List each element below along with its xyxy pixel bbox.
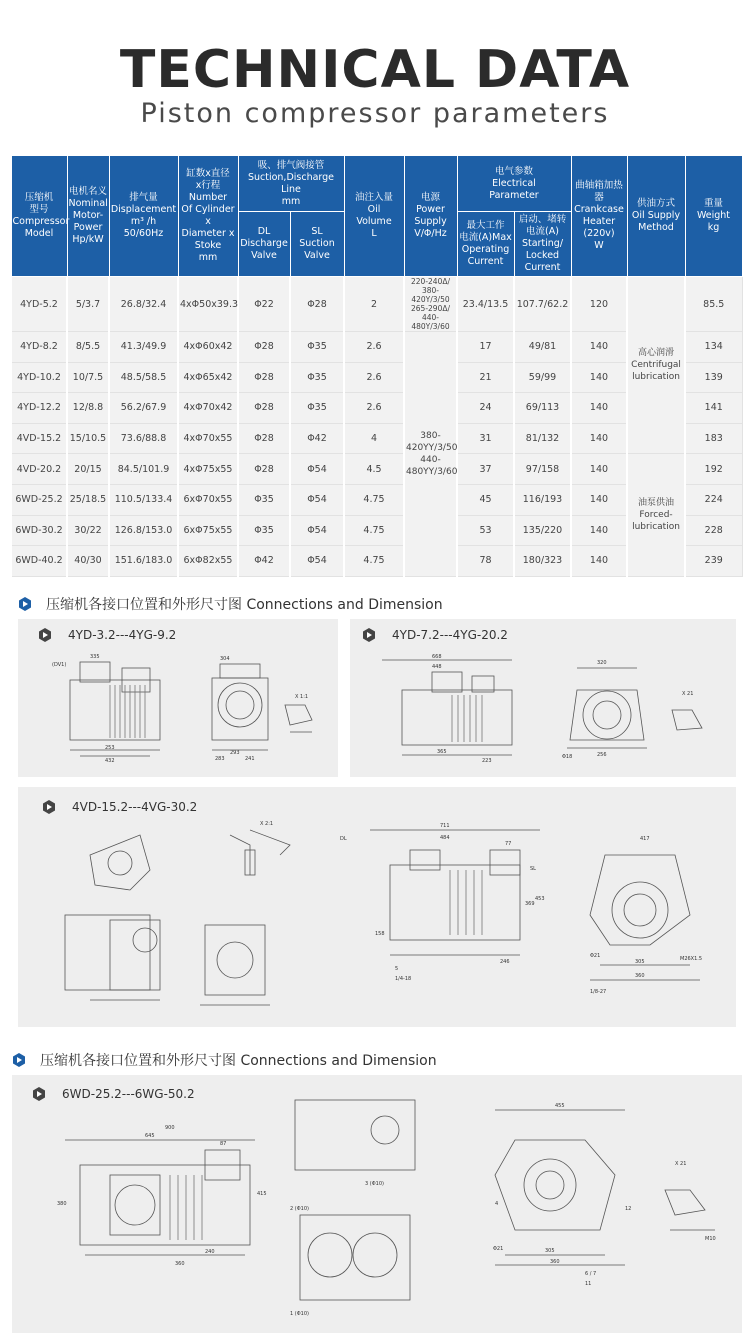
cell-oil: 2.6 [344, 393, 404, 424]
cell-dl: Φ28 [238, 362, 290, 393]
drawing-4vd [50, 815, 730, 1020]
dim-p4-17: 11 [585, 1281, 592, 1287]
cell-model: 4VD-20.2 [11, 454, 67, 485]
cell-displacement: 26.8/32.4 [109, 277, 178, 332]
cell-max-current: 23.4/13.5 [457, 277, 514, 332]
cell-dl: Φ42 [238, 546, 290, 577]
dim-p2-2: 365 [437, 749, 447, 755]
cell-power: 10/7.5 [67, 362, 109, 393]
cell-oil: 2.6 [344, 332, 404, 363]
cell-locked-current: 69/113 [514, 393, 571, 424]
dim-p4-14: 2 (Φ10) [290, 1206, 309, 1212]
cell-cylinder: 6xΦ70x55 [178, 484, 238, 515]
header-dl: DL Discharge Valve [238, 212, 290, 277]
panel-label-1 [38, 628, 176, 642]
dim-p3-0: X 2:1 [260, 821, 274, 827]
header-max-current: 最大工作 电流(A)Max Operating Current [457, 212, 514, 277]
cell-model: 4YD-12.2 [11, 393, 67, 424]
dim-p4-13: 1 (Φ10) [290, 1311, 309, 1317]
cell-oil: 4.75 [344, 546, 404, 577]
table-row [11, 277, 742, 332]
cell-cylinder: 6xΦ75x55 [178, 515, 238, 546]
dim-p3-17: 1/8-27 [590, 989, 607, 995]
dim-p2-1: 448 [432, 664, 442, 670]
cell-oil: 4.5 [344, 454, 404, 485]
cell-locked-current: 81/132 [514, 423, 571, 454]
cell-max-current: 31 [457, 423, 514, 454]
cell-heater: 140 [571, 484, 627, 515]
cell-max-current: 17 [457, 332, 514, 363]
cell-model: 6WD-25.2 [11, 484, 67, 515]
cell-locked-current: 49/81 [514, 332, 571, 363]
cell-displacement: 41.3/49.9 [109, 332, 178, 363]
dim-p1-7: 241 [245, 756, 255, 762]
dim-p1-2: (DV1) [52, 662, 67, 668]
cell-oil: 2 [344, 277, 404, 332]
cell-sl: Φ35 [290, 393, 344, 424]
cell-max-current: 37 [457, 454, 514, 485]
header-sl: SL Suction Valve [290, 212, 344, 277]
dim-p3-8: 369 [525, 901, 535, 907]
dim-p1-1: 335 [90, 654, 100, 660]
cell-power: 20/15 [67, 454, 109, 485]
dim-p3-15: 417 [640, 836, 650, 842]
cell-heater: 140 [571, 332, 627, 363]
panel-label-2 [362, 628, 508, 642]
cell-model: 4YD-8.2 [11, 332, 67, 363]
dim-p1-5: 293 [230, 750, 240, 756]
dim-p1-3: 253 [105, 745, 115, 751]
page-subtitle: Piston compressor parameters [140, 98, 610, 129]
header-heater: 曲轴箱加热器 Crankcase Heater (220v) W [571, 156, 627, 277]
cell-locked-current: 116/193 [514, 484, 571, 515]
spec-table [10, 155, 743, 577]
panel-label-1-text: 4YD-3.2---4YG-9.2 [68, 628, 177, 642]
dim-p2-4: 320 [597, 660, 607, 666]
cell-dl: Φ28 [238, 332, 290, 363]
panel-label-3-text: 4VD-15.2---4VG-30.2 [72, 800, 198, 814]
dim-p3-3: 77 [505, 841, 512, 847]
panel-label-4-text: 6WD-25.2---6WG-50.2 [62, 1087, 195, 1101]
cell-locked-current: 107.7/62.2 [514, 277, 571, 332]
dim-p3-9: 453 [535, 896, 545, 902]
cell-locked-current: 180/323 [514, 546, 571, 577]
cell-power: 40/30 [67, 546, 109, 577]
cell-model: 6WD-40.2 [11, 546, 67, 577]
dim-p3-7: 246 [500, 959, 510, 965]
cell-max-current: 78 [457, 546, 514, 577]
panel-label-2-text: 4YD-7.2---4YG-20.2 [392, 628, 508, 642]
cell-displacement: 126.8/153.0 [109, 515, 178, 546]
section-title-1: 压缩机各接口位置和外形尺寸图 Connections and Dimension [46, 597, 443, 613]
cell-locked-current: 135/220 [514, 515, 571, 546]
dim-p4-10: Φ21 [493, 1246, 504, 1252]
dim-p1-0: 304 [220, 656, 230, 662]
cell-power: 15/10.5 [67, 423, 109, 454]
cell-supply: 220-240Δ/ 380-420Y/3/50 265-290Δ/ 440-480Y/3/60 [404, 277, 457, 332]
cell-power: 12/8.8 [67, 393, 109, 424]
play-icon [18, 597, 32, 611]
dim-p3-14: Φ21 [590, 953, 601, 959]
cell-dl: Φ28 [238, 393, 290, 424]
cell-power: 5/3.7 [67, 277, 109, 332]
cell-model: 4YD-10.2 [11, 362, 67, 393]
cell-heater: 140 [571, 423, 627, 454]
dim-p4-7: 455 [555, 1103, 565, 1109]
header-electrical-group: 电气参数 Electrical Parameter [457, 156, 571, 212]
drawing-4yd-large [372, 650, 727, 765]
cell-weight: 239 [685, 546, 742, 577]
dim-p4-19: 12 [625, 1206, 632, 1212]
dim-p3-5: SL [530, 866, 536, 872]
cell-cylinder: 4xΦ65x42 [178, 362, 238, 393]
dim-p2-0: 668 [432, 654, 442, 660]
dim-p3-6: 158 [375, 931, 385, 937]
cell-sl: Φ54 [290, 546, 344, 577]
header-oil-supply: 供油方式 Oil Supply Method [627, 156, 685, 277]
cell-weight: 134 [685, 332, 742, 363]
header-model: 压缩机 型号 Compressor Model [11, 156, 67, 277]
cell-displacement: 48.5/58.5 [109, 362, 178, 393]
header-power: 电机名义 Nominal Motor- Power Hp/kW [67, 156, 109, 277]
cell-locked-current: 59/99 [514, 362, 571, 393]
dim-p4-0: 645 [145, 1133, 155, 1139]
dim-p3-16: M26X1.5 [680, 956, 703, 962]
play-icon [38, 628, 52, 642]
cell-power: 30/22 [67, 515, 109, 546]
play-icon [12, 1053, 26, 1067]
cell-heater: 120 [571, 277, 627, 332]
header-oil: 油注入量 Oil Volume L [344, 156, 404, 277]
cell-heater: 140 [571, 393, 627, 424]
cell-dl: Φ22 [238, 277, 290, 332]
header-cylinder: 缸数x直径 x行程 Number Of Cylinder x Diameter x Stoke mm [178, 156, 238, 277]
play-icon [42, 800, 56, 814]
cell-power: 8/5.5 [67, 332, 109, 363]
cell-oil: 4 [344, 423, 404, 454]
dim-p1-8: X 1:1 [295, 694, 309, 700]
cell-weight: 183 [685, 423, 742, 454]
dim-p4-16: 6 / 7 [585, 1271, 597, 1277]
cell-heater: 140 [571, 454, 627, 485]
dim-p4-15: 3 (Φ10) [365, 1181, 384, 1187]
cell-power: 25/18.5 [67, 484, 109, 515]
dim-p4-3: 380 [57, 1201, 67, 1207]
cell-displacement: 73.6/88.8 [109, 423, 178, 454]
dim-p4-9: 360 [550, 1259, 560, 1265]
cell-cylinder: 6xΦ82x55 [178, 546, 238, 577]
section-title-2: 压缩机各接口位置和外形尺寸图 Connections and Dimension [40, 1053, 437, 1069]
cell-oil-method: 油泵供油 Forced- lubrication [627, 454, 685, 576]
dim-p2-7: X 21 [682, 691, 694, 697]
header-weight: 重量 Weight kg [685, 156, 742, 277]
cell-supply: 380- 420YY/3/50 440- 480YY/3/60 [404, 332, 457, 577]
cell-sl: Φ35 [290, 362, 344, 393]
table-row [11, 454, 742, 485]
cell-weight: 139 [685, 362, 742, 393]
dim-p4-12: M10 [705, 1236, 716, 1242]
dim-p3-10: 5 [395, 966, 399, 972]
panel-label-3 [42, 800, 197, 814]
dim-p4-1: 900 [165, 1125, 175, 1131]
dim-p3-4: DL [340, 836, 347, 842]
section-heading-2 [12, 1050, 437, 1070]
cell-oil: 4.75 [344, 484, 404, 515]
cell-max-current: 21 [457, 362, 514, 393]
page-title: TECHNICAL DATA [119, 40, 631, 100]
header-locked-current: 启动、堵转 电流(A) Starting/ Locked Current [514, 212, 571, 277]
dim-p4-2: 87 [220, 1141, 227, 1147]
dim-p3-11: 1/4-18 [395, 976, 412, 982]
header-supply: 电源 Power Supply V/Φ/Hz [404, 156, 457, 277]
dim-p3-2: 484 [440, 835, 450, 841]
cell-sl: Φ28 [290, 277, 344, 332]
dim-p3-13: 360 [635, 973, 645, 979]
cell-cylinder: 4xΦ70x42 [178, 393, 238, 424]
dim-p4-8: 305 [545, 1248, 555, 1254]
cell-sl: Φ42 [290, 423, 344, 454]
header-suction-group: 吸、排气阀接管 Suction,Discharge Line mm [238, 156, 344, 212]
cell-oil: 4.75 [344, 515, 404, 546]
cell-heater: 140 [571, 362, 627, 393]
cell-dl: Φ35 [238, 515, 290, 546]
dim-p1-6: 283 [215, 756, 225, 762]
header-displacement: 排气量 Displacement m³ /h 50/60Hz [109, 156, 178, 277]
cell-cylinder: 4xΦ70x55 [178, 423, 238, 454]
cell-oil: 2.6 [344, 362, 404, 393]
dim-p4-18: 4 [495, 1201, 499, 1207]
cell-weight: 192 [685, 454, 742, 485]
section-heading-1 [18, 594, 443, 614]
cell-cylinder: 4xΦ75x55 [178, 454, 238, 485]
dim-p2-3: 223 [482, 758, 492, 764]
dim-p3-1: 711 [440, 823, 450, 829]
cell-sl: Φ54 [290, 515, 344, 546]
cell-sl: Φ54 [290, 454, 344, 485]
cell-dl: Φ28 [238, 423, 290, 454]
cell-heater: 140 [571, 515, 627, 546]
cell-model: 6WD-30.2 [11, 515, 67, 546]
cell-weight: 141 [685, 393, 742, 424]
cell-displacement: 84.5/101.9 [109, 454, 178, 485]
cell-max-current: 53 [457, 515, 514, 546]
drawing-4yd-small [50, 650, 330, 765]
cell-max-current: 24 [457, 393, 514, 424]
cell-locked-current: 97/158 [514, 454, 571, 485]
cell-dl: Φ28 [238, 454, 290, 485]
cell-cylinder: 4xΦ50x39.3 [178, 277, 238, 332]
dim-p2-6: Φ18 [562, 754, 573, 760]
play-icon [362, 628, 376, 642]
cell-max-current: 45 [457, 484, 514, 515]
cell-dl: Φ35 [238, 484, 290, 515]
cell-oil-method: 高心润滑 Centrifugal lubrication [627, 277, 685, 454]
cell-sl: Φ35 [290, 332, 344, 363]
drawing-6wd [25, 1085, 735, 1330]
cell-weight: 85.5 [685, 277, 742, 332]
dim-p2-5: 256 [597, 752, 607, 758]
dim-p4-5: 240 [205, 1249, 215, 1255]
cell-displacement: 151.6/183.0 [109, 546, 178, 577]
cell-model: 4YD-5.2 [11, 277, 67, 332]
cell-sl: Φ54 [290, 484, 344, 515]
cell-weight: 228 [685, 515, 742, 546]
cell-displacement: 110.5/133.4 [109, 484, 178, 515]
cell-model: 4VD-15.2 [11, 423, 67, 454]
cell-cylinder: 4xΦ60x42 [178, 332, 238, 363]
dim-p4-11: X 21 [675, 1161, 687, 1167]
dim-p1-4: 432 [105, 758, 115, 764]
dim-p3-12: 305 [635, 959, 645, 965]
cell-heater: 140 [571, 546, 627, 577]
cell-weight: 224 [685, 484, 742, 515]
cell-displacement: 56.2/67.9 [109, 393, 178, 424]
dim-p4-4: 415 [257, 1191, 267, 1197]
dim-p4-6: 360 [175, 1261, 185, 1267]
